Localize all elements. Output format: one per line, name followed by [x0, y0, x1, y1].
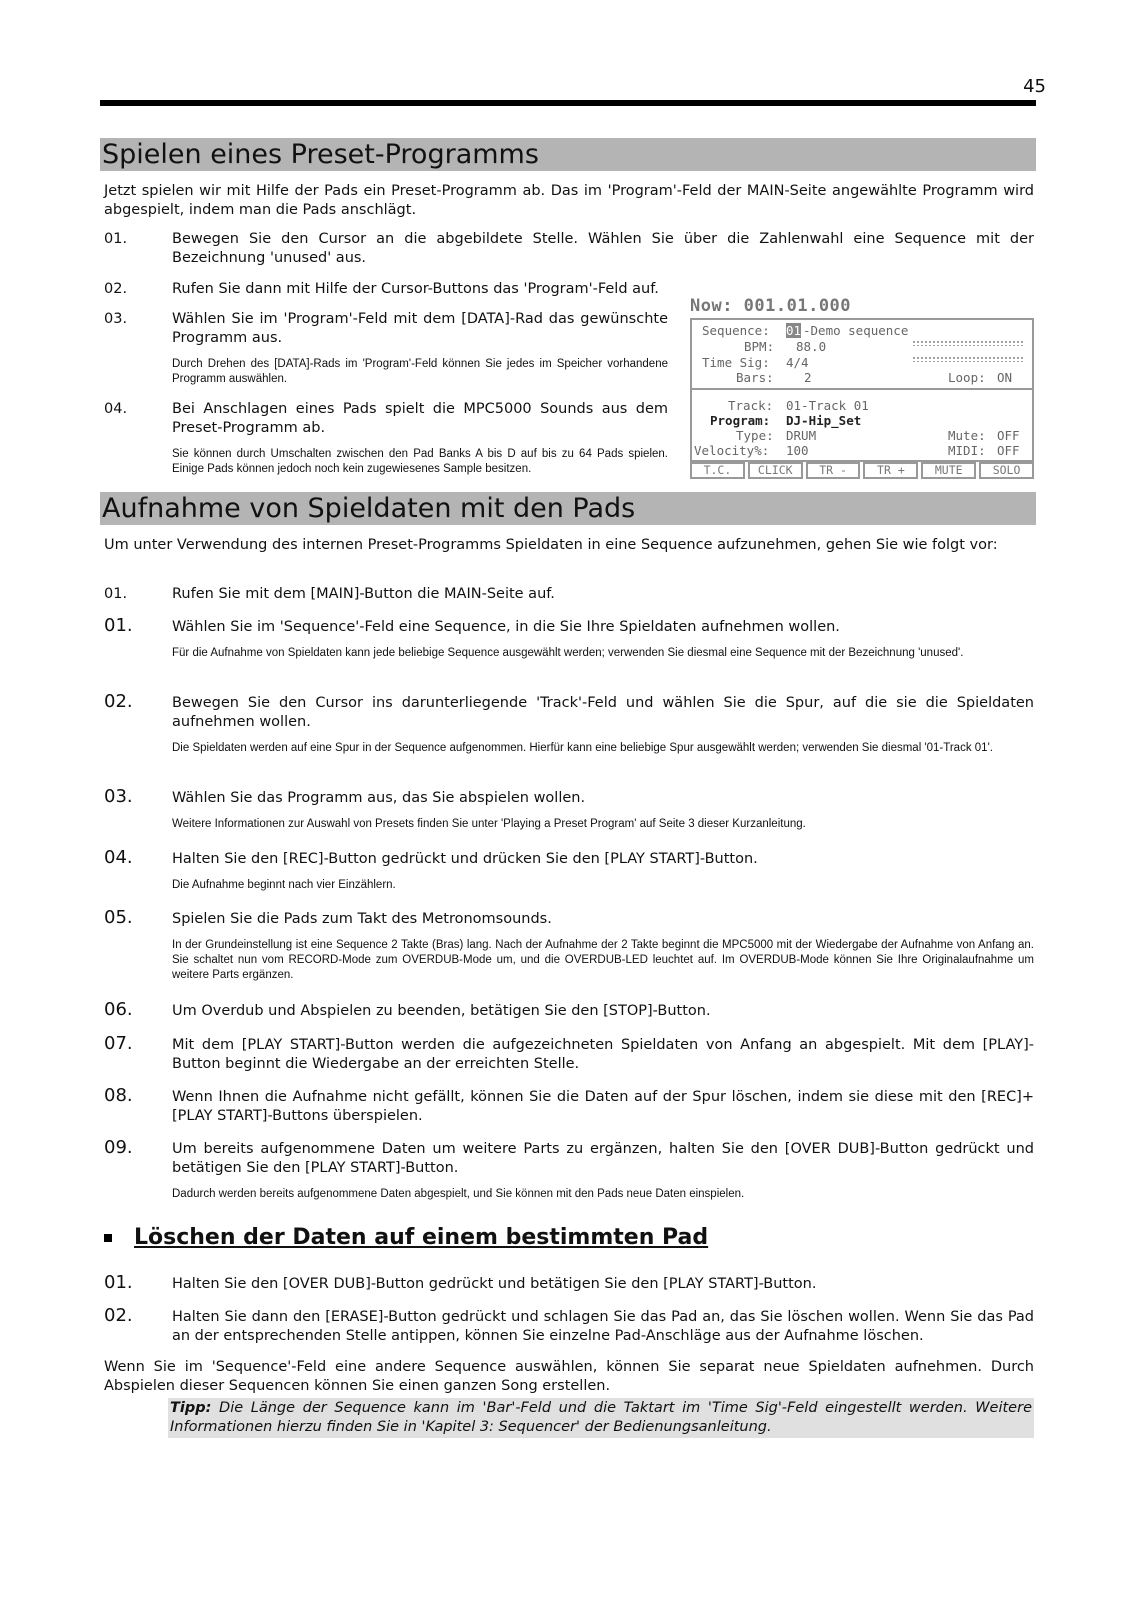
- section1-intro: Jetzt spielen wir mit Hilfe der Pads ein Preset-Programm ab. Das im 'Program'-Feld der MAIN-Seite angewählte Programm wird abgespielt, indem man die Pads anschlägt.: [104, 183, 1034, 218]
- step-number: 01.: [104, 615, 133, 636]
- mute-button[interactable]: MUTE: [921, 462, 976, 479]
- tip-box: [168, 1398, 1034, 1438]
- rec-step-3: [104, 786, 1034, 832]
- step-number: 04.: [104, 847, 133, 868]
- step-text: Um Overdub und Abspielen zu beenden, betätigen Sie den [STOP]-Button.: [172, 1003, 711, 1019]
- program-label: Program:: [710, 413, 771, 428]
- step-text: Bewegen Sie den Cursor an die abgebildete Stelle. Wählen Sie über die Zahlenwahl eine Sequence mit der Bezeichnung 'unused' aus.: [172, 231, 1034, 266]
- step-text: Bei Anschlagen eines Pads spielt die MPC5000 Sounds aus dem Preset-Programm ab.: [172, 401, 668, 436]
- section-heading-preset: Spielen eines Preset-Programms: [100, 138, 1036, 171]
- lcd-display: [690, 318, 1034, 462]
- step-text: Mit dem [PLAY START]-Button werden die aufgezeichneten Spieldaten von Anfang an abgespielt. Mit dem [PLAY]-Button beginnt die Wiedergabe an der erreichten Stelle.: [172, 1037, 1034, 1072]
- section-heading-recording: Aufnahme von Spieldaten mit den Pads: [100, 492, 1036, 525]
- step-text: Wählen Sie das Programm aus, das Sie abspielen wollen.: [172, 790, 586, 806]
- step-text: Um bereits aufgenommene Daten um weitere Parts zu ergänzen, halten Sie den [OVER DUB]-Button gedrückt und betätigen Sie den [PLAY START]-Button.: [172, 1141, 1034, 1176]
- timesig-label: Time Sig:: [702, 355, 770, 370]
- step-text: Halten Sie dann den [ERASE]-Button gedrückt und schlagen Sie das Pad an, das Sie löschen wollen. Wenn Sie das Pad an der entsprechenden Stelle antippen, können Sie einzelne Pad-Anschläge aus der Aufnahme löschen.: [172, 1309, 1034, 1344]
- step-note: Weitere Informationen zur Auswahl von Presets finden Sie unter 'Playing a Preset Program' auf Seite 3 dieser Kurzanleitung.: [172, 818, 806, 830]
- sequence-label: Sequence:: [702, 323, 770, 338]
- step-1: [104, 230, 1034, 268]
- soft-button-row: [690, 462, 1034, 479]
- bpm-value: 88.0: [796, 339, 827, 354]
- step-number: 09.: [104, 1137, 133, 1158]
- header-rule: [100, 100, 1036, 106]
- step-number: 03.: [104, 311, 128, 327]
- mute-label: Mute:: [948, 428, 986, 443]
- step-number: 06.: [104, 999, 133, 1020]
- midi-value: OFF: [997, 443, 1020, 458]
- step-text: Rufen Sie dann mit Hilfe der Cursor-Buttons das 'Program'-Feld auf.: [172, 281, 659, 297]
- square-bullet-icon: [104, 1234, 112, 1242]
- step-note: Die Aufnahme beginnt nach vier Einzählern.: [172, 879, 396, 891]
- step-text: Wenn Ihnen die Aufnahme nicht gefällt, können Sie die Daten auf der Spur löschen, indem sie diese mit den [REC]+[PLAY START]-Buttons überspielen.: [172, 1089, 1034, 1124]
- step-number: 03.: [104, 786, 133, 807]
- step-text: Halten Sie den [OVER DUB]-Button gedrückt und betätigen Sie den [PLAY START]-Button.: [172, 1276, 817, 1292]
- sequence-name: -Demo sequence: [803, 323, 909, 338]
- bars-label: Bars:: [736, 370, 774, 385]
- tip-label: Tipp:: [170, 1400, 212, 1416]
- step-note: Für die Aufnahme von Spieldaten kann jede beliebige Sequence ausgewählt werden; verwenden Sie diesmal eine Sequence mit der Bezeichnung 'unused'.: [172, 647, 964, 659]
- step-text: Halten Sie den [REC]-Button gedrückt und drücken Sie den [PLAY START]-Button.: [172, 851, 758, 867]
- section3-outro: Wenn Sie im 'Sequence'-Feld eine andere Sequence auswählen, können Sie separat neue Spieldaten aufnehmen. Durch Abspielen dieser Sequencen können Sie einen ganzen Song erstellen.: [104, 1359, 1034, 1394]
- subsection-title: Löschen der Daten auf einem bestimmten Pad: [134, 1225, 709, 1250]
- rec-step-2: [104, 691, 1034, 756]
- rec-step-0: [104, 585, 1034, 604]
- velocity-value: 100: [786, 443, 809, 458]
- click-button[interactable]: CLICK: [748, 462, 803, 479]
- midi-label: MIDI:: [948, 443, 986, 458]
- step-text: Wählen Sie im 'Sequence'-Feld eine Sequence, in die Sie Ihre Spieldaten aufnehmen wollen.: [172, 619, 840, 635]
- bpm-label: BPM:: [744, 339, 775, 354]
- step-number: 02.: [104, 691, 133, 712]
- step-text: Rufen Sie mit dem [MAIN]-Button die MAIN-Seite auf.: [172, 586, 555, 602]
- track-plus-button[interactable]: TR +: [863, 462, 918, 479]
- rec-step-4: [104, 847, 1034, 893]
- track-minus-button[interactable]: TR -: [806, 462, 861, 479]
- step-note: Die Spieldaten werden auf eine Spur in der Sequence aufgenommen. Hierfür kann eine beliebige Spur ausgewählt werden; verwenden Sie diesmal '01-Track 01'.: [172, 742, 993, 754]
- erase-step-1: [104, 1272, 1034, 1294]
- step-text: Bewegen Sie den Cursor ins darunterliegende 'Track'-Feld und wählen Sie die Spur, auf die sie die Spieldaten aufnehmen wollen.: [172, 695, 1034, 730]
- step-number: 01.: [104, 586, 128, 602]
- step-note: Durch Drehen des [DATA]-Rads im 'Program'-Feld können Sie jedes im Speicher vorhandene Programm auswählen.: [172, 358, 668, 385]
- subsection-heading-erase: [104, 1225, 708, 1250]
- tip-text: Die Länge der Sequence kann im 'Bar'-Feld und die Taktart im 'Time Sig'-Feld eingestellt werden. Weitere Informationen hierzu finden Sie in 'Kapitel 3: Sequencer' der Bedienungsanleitung.: [170, 1400, 1032, 1435]
- step-number: 05.: [104, 907, 133, 928]
- bars-value: 2: [804, 370, 812, 385]
- sequence-number-field: 01: [786, 323, 802, 338]
- tc-button[interactable]: T.C.: [690, 462, 745, 479]
- section2-intro: Um unter Verwendung des internen Preset-Programms Spieldaten in eine Sequence aufzunehmen, gehen Sie wie folgt vor:: [104, 537, 998, 553]
- type-label: Type:: [736, 428, 774, 443]
- step-number: 01.: [104, 1272, 133, 1293]
- loop-value: ON: [997, 370, 1013, 385]
- rec-step-7: [104, 1033, 1034, 1074]
- loop-label: Loop:: [948, 370, 986, 385]
- rec-step-8: [104, 1085, 1034, 1126]
- step-number: 02.: [104, 1305, 133, 1326]
- step-text: Spielen Sie die Pads zum Takt des Metronomsounds.: [172, 911, 552, 927]
- rec-step-1: [104, 615, 1034, 661]
- step-number: 07.: [104, 1033, 133, 1054]
- step-note: In der Grundeinstellung ist eine Sequence 2 Takte (Bras) lang. Nach der Aufnahme der 2 Takte beginnt die MPC5000 mit der Wiedergabe der Aufnahme von Anfang an. Sie schaltet nun vom RECORD-Mode zum OVERDUB-Mode um, und die OVERDUB-LED leuchtet auf. Im OVERDUB-Mode können Sie Ihre Originalaufnahme um weitere Parts ergänzen.: [172, 939, 1034, 981]
- step-number: 01.: [104, 231, 128, 247]
- rec-step-5: [104, 907, 1034, 983]
- lcd-separator: [692, 388, 1032, 390]
- timesig-value: 4/4: [786, 355, 809, 370]
- mute-value: OFF: [997, 428, 1020, 443]
- rec-step-6: [104, 999, 1034, 1021]
- program-value: DJ-Hip_Set: [786, 413, 862, 428]
- bar-grid-dots: [912, 340, 1024, 346]
- step-text: Wählen Sie im 'Program'-Feld mit dem [DATA]-Rad das gewünschte Programm aus.: [172, 311, 668, 346]
- step-note: Sie können durch Umschalten zwischen den Pad Banks A bis D auf bis zu 64 Pads spielen. Einige Pads können jedoch noch kein zugewiesenes Sample besitzen.: [172, 448, 668, 475]
- type-value: DRUM: [786, 428, 817, 443]
- step-number: 04.: [104, 401, 128, 417]
- mpc-lcd-screen: [690, 296, 1034, 480]
- step-number: 08.: [104, 1085, 133, 1106]
- erase-step-2: [104, 1305, 1034, 1346]
- velocity-label: Velocity%:: [694, 443, 770, 458]
- track-label: Track:: [728, 398, 774, 413]
- solo-button[interactable]: SOLO: [979, 462, 1034, 479]
- now-position: Now: 001.01.000: [690, 296, 852, 316]
- track-value: 01-Track 01: [786, 398, 869, 413]
- step-number: 02.: [104, 281, 128, 297]
- page-number: 45: [1023, 76, 1046, 97]
- step-note: Dadurch werden bereits aufgenommene Daten abgespielt, und Sie können mit den Pads neue Daten einspielen.: [172, 1188, 745, 1200]
- rec-step-9: [104, 1137, 1034, 1202]
- bar-grid-dots: [912, 356, 1024, 362]
